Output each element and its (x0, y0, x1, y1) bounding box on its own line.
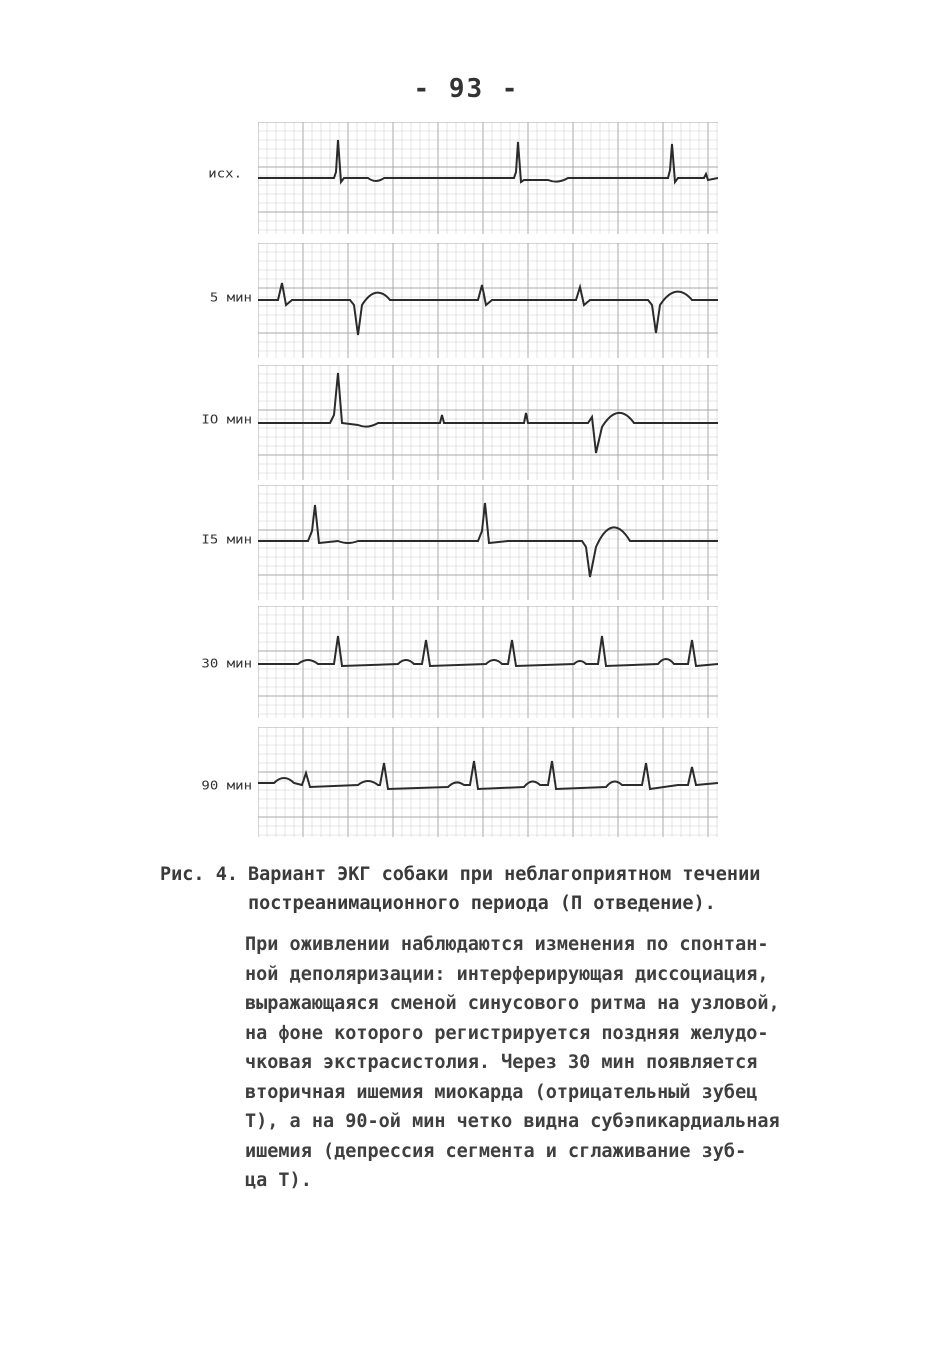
trace-label: 30 мин (201, 656, 252, 672)
page-number: - 93 - (413, 74, 520, 104)
ecg-strip-15min (258, 485, 718, 600)
trace-label: 90 мин (201, 778, 252, 794)
ecg-strip-baseline (258, 122, 718, 234)
caption-title-line1: Вариант ЭКГ собаки при неблагоприятном течении (248, 864, 761, 885)
trace-label: IO мин (201, 412, 252, 428)
trace-label: исх. (208, 166, 242, 182)
ecg-trace (258, 761, 718, 789)
ecg-trace (258, 283, 718, 335)
figure-caption-title (160, 860, 860, 918)
ecg-strip-10min (258, 365, 718, 480)
figure-label: Рис. 4. (160, 864, 238, 885)
ecg-strip-90min (258, 727, 718, 837)
ecg-trace (258, 373, 718, 453)
trace-label: 5 мин (209, 290, 252, 306)
figure-caption-body: При оживлении наблюдаются изменения по спонтан- ной деполяризации: интерферирующая диссоциация, выражающаяся сменой синусового ритма на узловой, на фоне которого регистрируется поздняя желудо- чковая экстрасистолия. Через 30 мин появляется вторичная ишемия миокарда (отрицательный зубец Т), а на 90-ой мин четко видна субэпикардиальная ишемия (депрессия сегмента и сглаживание зуб- ца Т). (245, 934, 780, 1191)
ecg-strip-5min (258, 243, 718, 358)
caption-title-line2: постреанимационного периода (П отведение). (248, 893, 716, 914)
trace-label: I5 мин (201, 532, 252, 548)
ecg-trace (258, 140, 718, 182)
ecg-strip-30min (258, 606, 718, 718)
